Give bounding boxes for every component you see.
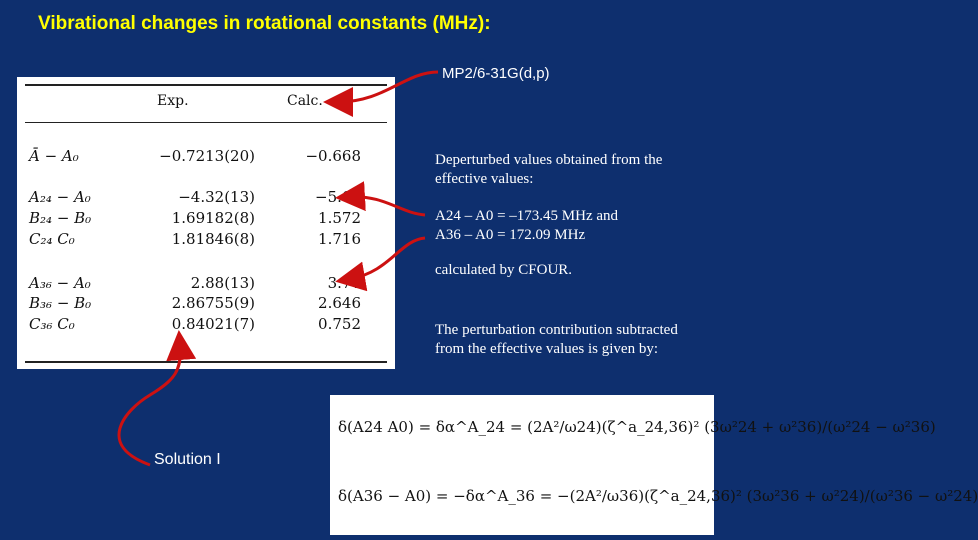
deperturbed-note: Deperturbed values obtained from the effective values: [435, 152, 663, 187]
a24-difference: A24 – A0 = –173.45 MHz and [435, 208, 619, 224]
exp-value: 1.81846(8) [171, 230, 255, 248]
calc-value: 1.716 [318, 230, 361, 248]
arrow-solution-to-exp [119, 345, 180, 465]
row-label: C₃₆ C₀ [29, 315, 75, 333]
exp-value: 1.69182(8) [171, 209, 255, 227]
calc-value: 0.752 [318, 315, 361, 333]
row-label: B₂₄ − B₀ [29, 209, 92, 227]
calc-value: 3.74 [327, 274, 361, 292]
exp-value: 2.86755(9) [171, 294, 255, 312]
slide-title: Vibrational changes in rotational constants (MHz): [38, 13, 491, 34]
exp-value: 0.84021(7) [171, 315, 255, 333]
exp-value: −0.7213(20) [159, 147, 255, 165]
exp-value: 2.88(13) [190, 274, 255, 292]
cfour-note: calculated by CFOUR. [435, 262, 573, 278]
formula-a36: δ(A36 − A0) = −δα^A_36 = −(2A²/ω36)(ζ^a_24,36)² (3ω²36 + ω²24)/(ω²36 − ω²24) [338, 487, 978, 505]
arrow-a24-to-table [350, 197, 425, 215]
calc-value: 1.572 [318, 209, 361, 227]
formula-a24: δ(A24 A0) = δα^A_24 = (2A²/ω24)(ζ^a_24,36)² (3ω²24 + ω²36)/(ω²24 − ω²36) [338, 418, 936, 436]
perturbation-note: The perturbation contribution subtracted from the effective values is given by: [435, 322, 678, 357]
row-label: C₂₄ C₀ [29, 230, 75, 248]
exp-value: −4.32(13) [178, 188, 255, 206]
calc-value: −5.02 [315, 188, 361, 206]
solution-label: Solution I [154, 451, 221, 468]
a36-difference: A36 – A0 = 172.09 MHz [435, 227, 586, 243]
row-label: B₃₆ − B₀ [29, 294, 92, 312]
calc-value: −0.668 [305, 147, 361, 165]
row-label: A₂₄ − A₀ [29, 188, 91, 206]
method-label: MP2/6-31G(d,p) [442, 65, 550, 82]
row-label: Ā − A₀ [29, 147, 79, 165]
column-header-exp: Exp. [157, 93, 189, 109]
calc-value: 2.646 [318, 294, 361, 312]
arrow-a36-to-table [350, 238, 425, 279]
column-header-calc: Calc. [287, 93, 323, 109]
row-label: A₃₆ − A₀ [29, 274, 91, 292]
arrow-method-to-calc [338, 72, 438, 102]
